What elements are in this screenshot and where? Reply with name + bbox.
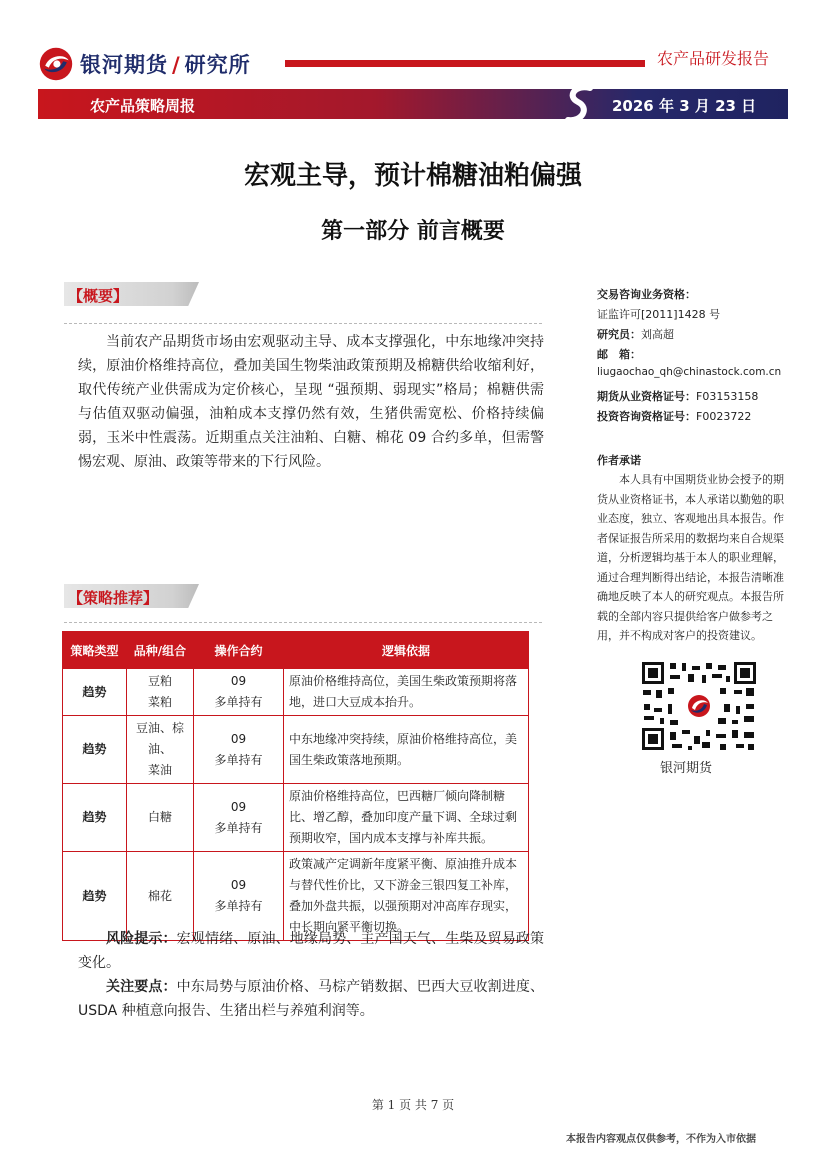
variety-cell <box>127 784 194 852</box>
banner-s-swoosh-icon <box>560 82 600 126</box>
strategy-divider <box>64 622 542 623</box>
table-header-cell: 品种/组合 <box>127 632 194 669</box>
variety-line: 豆粕 <box>147 674 172 688</box>
focus-label: 关注要点： <box>106 979 177 995</box>
risk-note <box>78 927 544 975</box>
strategy-type-cell: 趋势 <box>63 716 127 784</box>
galaxy-logo-icon <box>38 46 74 82</box>
qualification-value: 证监许可[2011]1428 号 <box>597 308 721 321</box>
contract-action: 多单持有 <box>214 820 263 835</box>
futures-cert-label: 期货从业资格证号： <box>597 390 696 403</box>
section-subtitle: 第一部分 前言概要 <box>321 219 505 244</box>
contract-action: 多单持有 <box>214 695 263 709</box>
futures-cert-value: F03153158 <box>696 390 759 403</box>
qualification-label: 交易咨询业务资格： <box>597 288 696 301</box>
risk-text: 宏观情绪、原油、地缘局势、主产国天气、生柴及贸易政策变化。 <box>78 931 545 971</box>
logo-text <box>80 49 251 79</box>
table-row <box>63 716 529 784</box>
table-header-row <box>63 632 529 669</box>
contract-action: 多单持有 <box>214 752 263 767</box>
variety-line: 白糖 <box>147 810 172 824</box>
summary-text: 当前农产品期货市场由宏观驱动主导、成本支撑强化，中东地缘冲突持续，原油价格维持高位，叠加美国生物柴油政策预期及棉糖供给收缩利好，取代传统产业供需成为定价核心，呈现 “强预期、弱现实”格局；棉糖供需与估值双驱动偏强，油粕成本支撑仍然有效，生猪供需宽松、价格持续偏弱，玉米中性震荡。近期重点关注油粕、白糖、棉花 09 合约多单，但需警惕宏观、原油、政策等带来的下行风险。 <box>78 334 544 470</box>
table-header-cell: 策略类型 <box>63 632 127 669</box>
page-number: 第 1 页 共 7 页 <box>371 1098 455 1112</box>
qr-code-icon <box>640 660 758 752</box>
futures-cert <box>597 388 758 404</box>
table-row <box>63 784 529 852</box>
disclaimer-note: 本报告内容观点仅供参考，不作为入市依据 <box>566 1134 756 1145</box>
variety-cell <box>127 669 194 716</box>
banner-report-name: 农产品策略周报 <box>90 97 196 115</box>
page-title: 宏观主导，预计棉糖油粕偏强 <box>243 161 582 191</box>
report-type: 农产品研发报告 <box>657 49 770 68</box>
variety-line: 菜油 <box>147 763 172 777</box>
contract-month: 09 <box>230 878 247 892</box>
table-header-cell: 逻辑依据 <box>284 632 529 669</box>
logo-brand: 银河期货 <box>80 53 168 77</box>
variety-line: 棉花 <box>147 888 172 903</box>
invest-cert <box>597 408 751 424</box>
strategy-label: 【策略推荐】 <box>68 589 159 607</box>
qr-caption: 银河期货 <box>660 761 713 776</box>
logic-cell: 原油价格维持高位，美国生柴政策预期将落地，进口大豆成本抬升。 <box>284 669 529 716</box>
logic-cell: 政策减产定调新年度紧平衡、原油推升成本与替代性价比，又下游金三银四复工补库，叠加外盘共振，以强预期对冲高库存现实，中长期向紧平衡切换。 <box>284 852 529 941</box>
logo-dept: 研究所 <box>184 53 251 77</box>
contract-cell <box>194 716 284 784</box>
brand-logo <box>38 44 251 84</box>
researcher-label: 研究员： <box>597 328 641 341</box>
focus-text: 中东局势与原油价格、马棕产销数据、巴西大豆收割进度、USDA 种植意向报告、生猪出栏与养殖利润等。 <box>78 979 545 1019</box>
strategy-type-cell: 趋势 <box>63 669 127 716</box>
logo-divider: / <box>172 53 181 77</box>
strategy-type-cell: 趋势 <box>63 852 127 941</box>
strategy-table <box>62 631 529 941</box>
focus-note <box>78 975 544 1023</box>
contract-cell <box>194 669 284 716</box>
email-value: liugaochao_qh@chinastock.com.cn <box>597 366 782 378</box>
contract-cell <box>194 784 284 852</box>
strategy-type-cell: 趋势 <box>63 784 127 852</box>
email-label: 邮 箱： <box>597 348 641 361</box>
risk-label: 风险提示： <box>106 931 177 947</box>
invest-cert-value: F0023722 <box>696 410 752 423</box>
variety-line: 豆油、棕油、 <box>135 721 184 756</box>
researcher <box>597 326 674 342</box>
summary-divider <box>64 323 542 324</box>
logic-cell: 中东地缘冲突持续，原油价格维持高位，美国生柴政策落地预期。 <box>284 716 529 784</box>
pledge-title: 作者承诺 <box>597 454 641 467</box>
banner-date: 2026 年 3 月 23 日 <box>612 97 757 115</box>
contract-month: 09 <box>230 799 247 814</box>
summary-label: 【概要】 <box>68 287 129 305</box>
header-red-rule <box>285 60 645 67</box>
logic-cell: 原油价格维持高位，巴西糖厂倾向降制糖比、增乙醇，叠加印度产量下调、全球过剩预期收窄，国内成本支撑与补库共振。 <box>284 784 529 852</box>
table-row <box>63 669 529 716</box>
contract-month: 09 <box>230 674 247 688</box>
researcher-name: 刘高超 <box>641 328 674 341</box>
variety-line: 菜粕 <box>147 695 172 709</box>
contract-month: 09 <box>230 731 247 746</box>
contract-action: 多单持有 <box>214 899 263 913</box>
invest-cert-label: 投资咨询资格证号： <box>597 410 696 423</box>
pledge-text: 本人具有中国期货业协会授予的期货从业资格证书，本人承诺以勤勉的职业态度，独立、客观地出具本报告。作者保证报告所采用的数据均来自合规渠道，分析逻辑均基于本人的职业理解，通过合理判断得出结论，本报告清晰准确地反映了本人的研究观点。本报告所载的全部内容只提供给客户做参考之用，并不构成对客户的投资建议。 <box>597 473 784 642</box>
variety-cell <box>127 716 194 784</box>
table-header-cell: 操作合约 <box>194 632 284 669</box>
